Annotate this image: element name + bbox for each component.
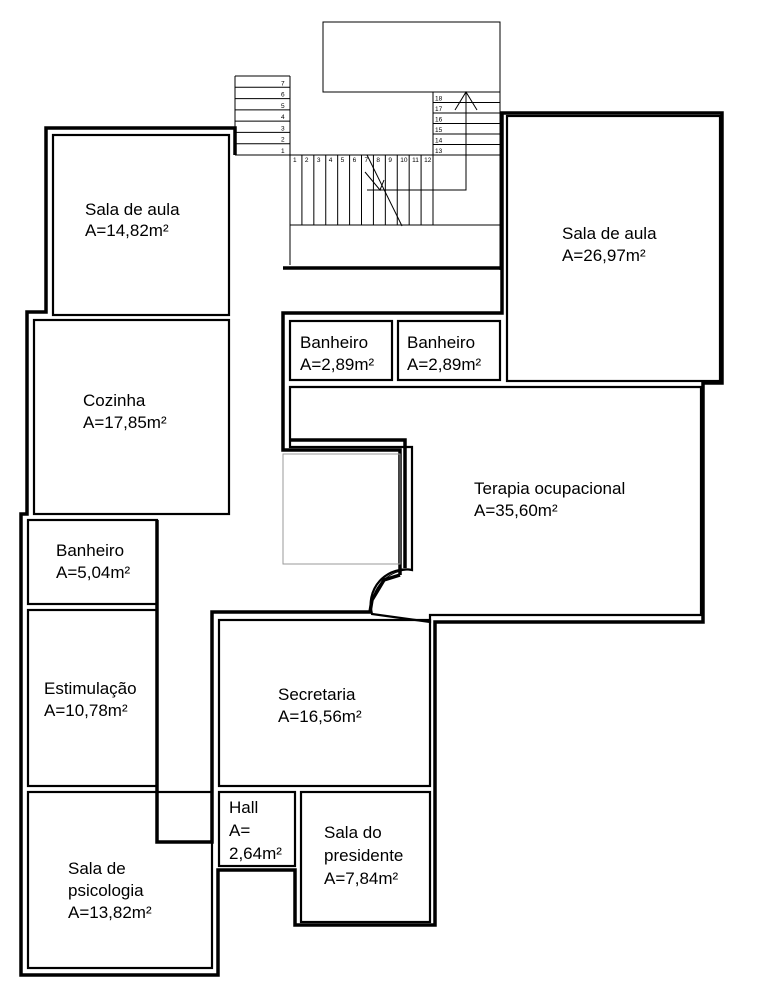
- stair-step-number: 6: [281, 91, 285, 99]
- stair-step-number: 9: [388, 157, 392, 164]
- stair-step-number: 18: [435, 95, 443, 103]
- label-hall: Hall A= 2,64m²: [229, 798, 282, 863]
- room-estimulacao-outline: [28, 610, 157, 786]
- label-estimulacao: Estimulação A=10,78m²: [44, 679, 137, 720]
- stair-arrow-head: [365, 172, 384, 190]
- label-sala-presidente: Sala do presidente A=7,84m²: [324, 823, 404, 888]
- stair-step-number: 17: [435, 106, 443, 113]
- staircase: [235, 76, 503, 270]
- stair-step-number: 3: [281, 125, 285, 133]
- stair-step-number: 7: [281, 80, 285, 88]
- stair-step-number: 14: [435, 137, 443, 145]
- label-sala-psicologia: Sala de psicologia A=13,82m²: [68, 859, 152, 922]
- label-sala-aula-1: Sala de aula A=14,82m²: [85, 200, 180, 240]
- stair-step-number: 13: [435, 148, 443, 155]
- label-sala-aula-2: Sala de aula A=26,97m²: [562, 224, 657, 265]
- stair-step-number: 15: [435, 127, 443, 134]
- upper-landing: [323, 22, 500, 92]
- stair-step-number: 12: [424, 157, 432, 164]
- label-banheiro-3: Banheiro A=5,04m²: [56, 541, 131, 582]
- label-cozinha: Cozinha A=17,85m²: [83, 391, 167, 432]
- stair-step-number: 5: [340, 157, 345, 164]
- stair-step-number: 2: [304, 157, 309, 164]
- stair-path-line: [364, 92, 466, 190]
- stair-step-number: 4: [281, 114, 285, 122]
- stair-step-number: 3: [316, 157, 321, 164]
- stair-step-number: 16: [435, 116, 443, 124]
- label-secretaria: Secretaria A=16,56m²: [278, 685, 362, 726]
- stair-step-number: 11: [412, 157, 419, 164]
- stair-step-number: 8: [376, 157, 381, 164]
- room-banheiro-3-outline: [28, 520, 157, 604]
- stair-step-number: 1: [293, 157, 297, 164]
- stair-step-number: 5: [281, 102, 285, 110]
- stair-step-number: 4: [328, 157, 333, 164]
- stair-step-number: 2: [281, 136, 285, 144]
- label-banheiro-1: Banheiro A=2,89m²: [300, 333, 375, 374]
- stair-step-number: 10: [400, 157, 408, 164]
- stair-step-number: 6: [352, 157, 357, 164]
- label-banheiro-2: Banheiro A=2,89m²: [407, 333, 482, 374]
- stair-step-number: 1: [281, 148, 285, 155]
- stair-step-number: 7: [364, 157, 369, 164]
- label-terapia: Terapia ocupacional A=35,60m²: [474, 479, 626, 520]
- room-sala-psicologia-outline: [28, 792, 212, 968]
- open-area: [283, 454, 400, 564]
